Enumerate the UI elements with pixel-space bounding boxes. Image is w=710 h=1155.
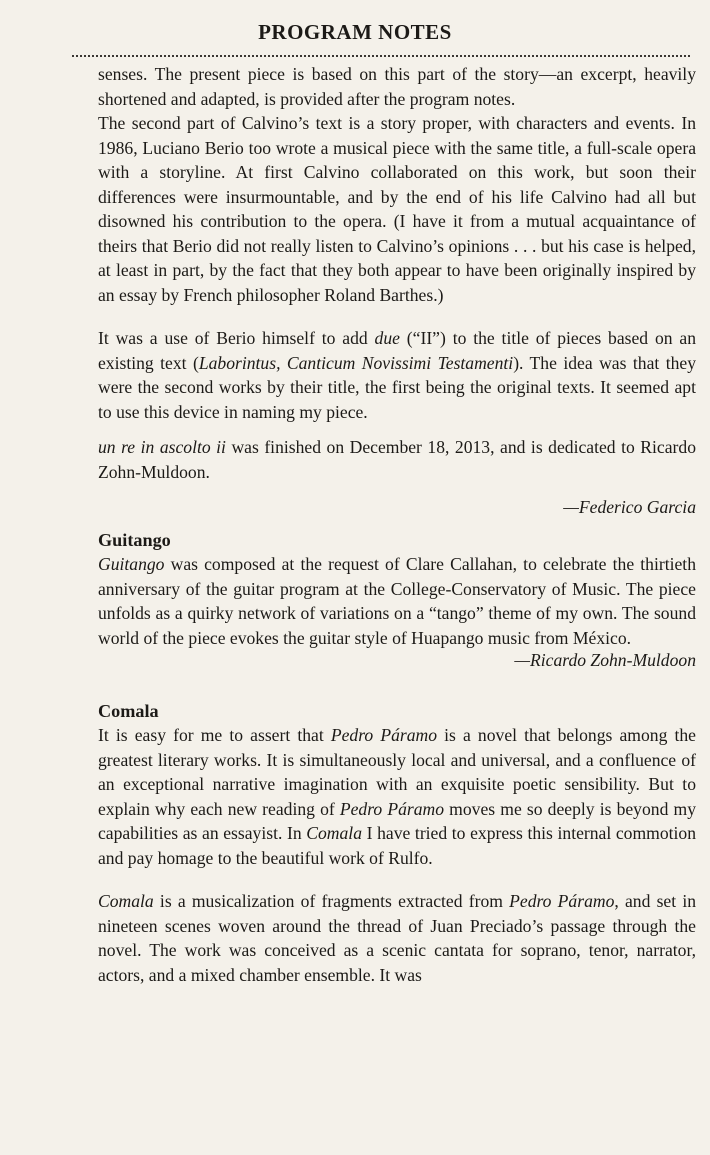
paragraph-dedication: un re in ascolto ii was finished on December 18, 2013, and is dedicated to Ricardo Zohn-Muldoon.: [98, 437, 696, 482]
notes-body: [98, 62, 696, 987]
berio-works-title: Laborintus, Canticum Novissimi Testamenti: [198, 352, 514, 373]
heading-guitango: Guitango: [98, 529, 171, 550]
term-due: due: [374, 328, 400, 348]
paragraph-guitango: Guitango was composed at the request of Clare Callahan, to celebrate the thirtieth anniversary of the guitar program at the College-Conservatory of Music. The piece unfolds as a quirky network of variations on a “tango” theme of my own. The sound world of the piece evokes the guitar style of Huapango music from México.: [98, 554, 696, 648]
guitango-title: Guitango: [98, 554, 165, 574]
heading-comala: Comala: [98, 700, 159, 721]
paragraph-berio-due: It was a use of Berio himself to add due (“II”) to the title of pieces based on an existing text (Laborintus, Canticum Novissimi Testamenti). The idea was that they were the second works by their title, the first being the original texts. It seemed apt to use this device in naming my piece.: [98, 328, 696, 422]
paragraph-calvino-story: The second part of Calvino’s text is a story proper, with characters and events. In 1986, Luciano Berio too wrote a musical piece with the same title, a full-scale opera with a storyline. At first Calvino collaborated on this work, but soon their differences were insurmountable, and by the end of his life Calvino had all but disowned his contribution to the opera. (I have it from a mutual acquaintance of theirs that Berio did not really listen to Calvino’s opinions . . . but his case is helped, at least in part, by the fact that they both appear to have been originally inspired by an essay by French philosopher Roland Barthes.): [98, 113, 696, 305]
paragraph-intro: senses. The present piece is based on this part of the story—an excerpt, heavily shortened and adapted, is provided after the program notes.: [98, 64, 696, 109]
signature-ricardo-zohn-muldoon: —Ricardo Zohn-Muldoon: [514, 650, 696, 670]
paragraph-comala-description: Comala is a musicalization of fragments extracted from Pedro Páramo, and set in nineteen scenes woven around the thread of Juan Preciado’s passage through the novel. The work was conceived as a scenic cantata for soprano, tenor, narrator, actors, and a mixed chamber ensemble. It was: [98, 891, 696, 985]
piece-title: un re in ascolto ii: [98, 437, 226, 457]
page-title: PROGRAM NOTES: [258, 20, 452, 44]
paragraph-comala-intro: It is easy for me to assert that Pedro Páramo is a novel that belongs among the greatest literary works. It is simultaneously local and universal, and a confluence of an exceptional narrative imagination with an exquisite poetic sensibility. But to explain why each new reading of Pedro Páramo moves me so deeply is beyond my capabilities as an essayist. In Comala I have tried to express this internal commotion and pay homage to the beautiful work of Rulfo.: [98, 725, 697, 868]
dotted-divider: [72, 55, 690, 57]
signature-federico-garcia: —Federico Garcia: [563, 497, 696, 517]
